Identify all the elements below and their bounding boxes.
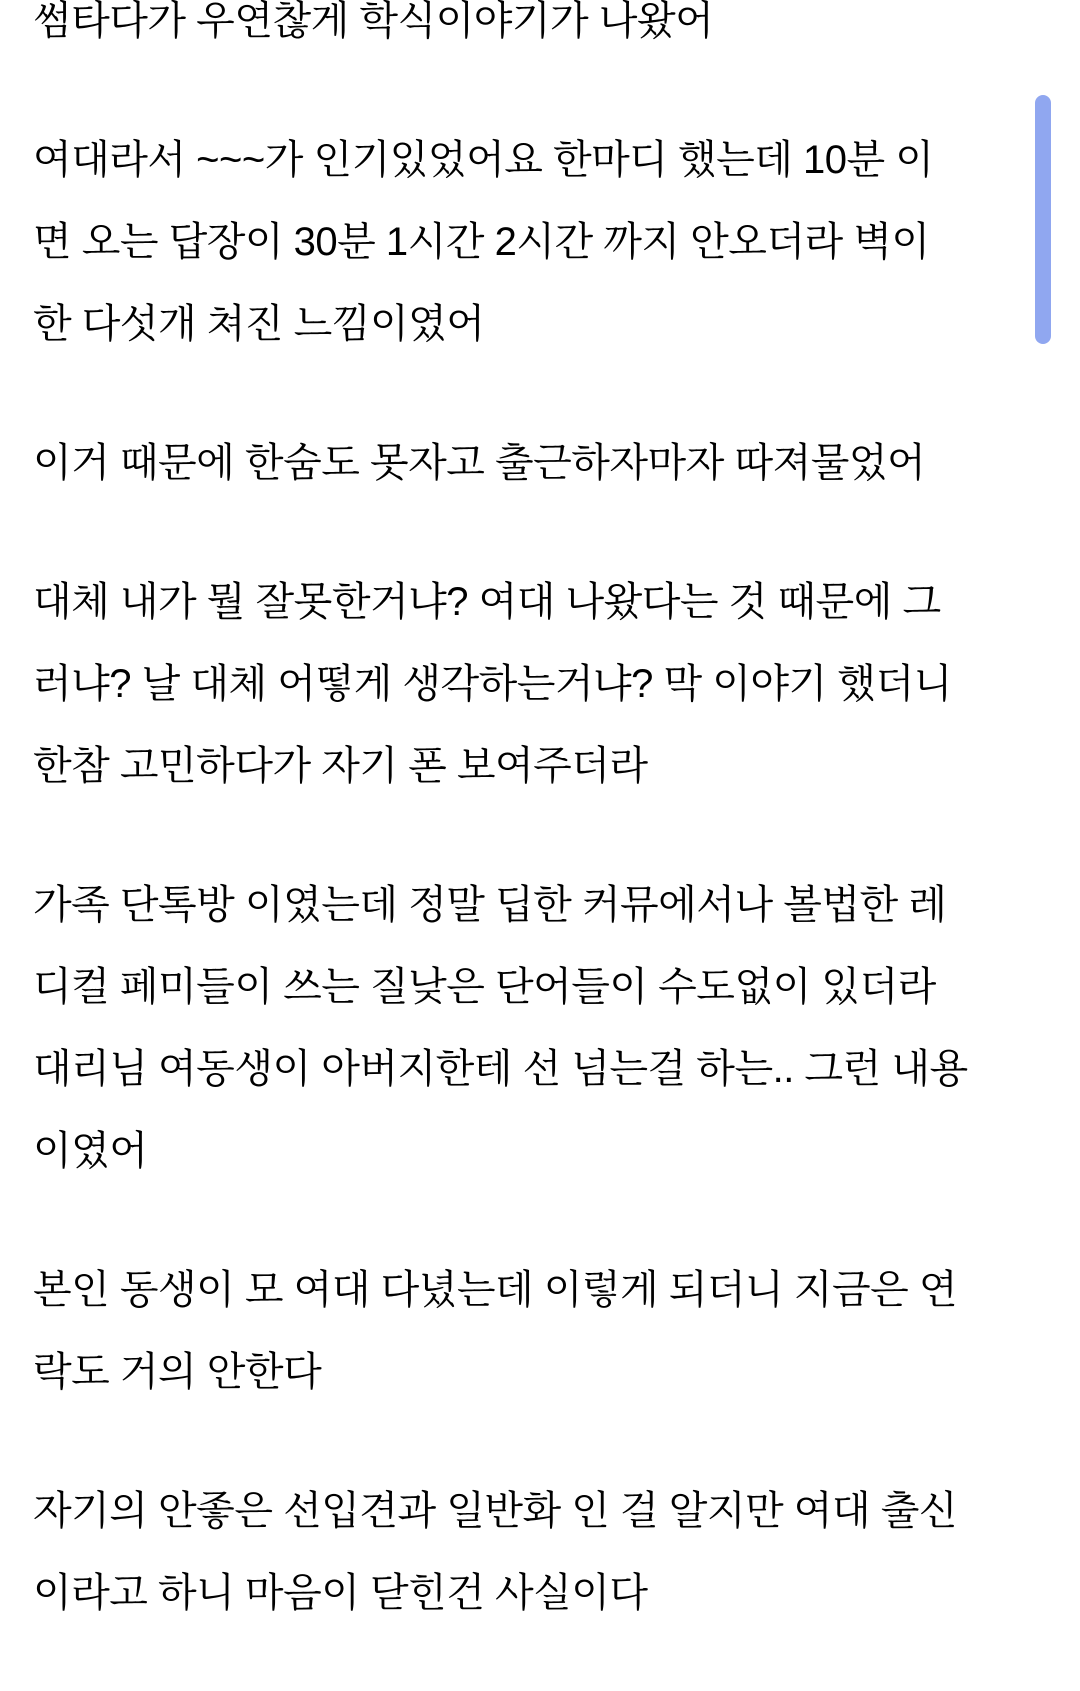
text-line: 이라고 하니 마음이 닫힌건 사실이다 — [33, 1571, 648, 1615]
paragraph — [33, 119, 1033, 365]
text-line: 락도 거의 안한다 — [33, 1350, 322, 1394]
text-line: 자기의 안좋은 선입견과 일반화 인 걸 알지만 여대 출신 — [33, 1489, 957, 1533]
paragraph — [33, 1249, 1033, 1413]
text-line: 면 오는 답장이 30분 1시간 2시간 까지 안오더라 벽이 — [33, 220, 930, 264]
text-line: 이거 때문에 한숨도 못자고 출근하자마자 따져물었어 — [33, 441, 926, 485]
scrollbar-thumb[interactable] — [1035, 95, 1051, 344]
paragraph — [33, 422, 1033, 504]
text-line: 대체 내가 뭘 잘못한거냐? 여대 나왔다는 것 때문에 그 — [33, 580, 941, 624]
text-line: 디컬 페미들이 쓰는 질낮은 단어들이 수도없이 있더라 — [33, 965, 936, 1009]
text-line: 가족 단톡방 이였는데 정말 딥한 커뮤에서나 볼법한 레 — [33, 883, 947, 927]
text-line: 대리님 여동생이 아버지한테 선 넘는걸 하는.. 그런 내용 — [33, 1047, 968, 1091]
text-line: 러냐? 날 대체 어떻게 생각하는거냐? 막 이야기 했더니 — [33, 662, 952, 706]
text-line: 한참 고민하다가 자기 폰 보여주더라 — [33, 744, 648, 788]
text-line: 이였어 — [33, 1129, 148, 1173]
paragraph — [33, 864, 1033, 1192]
text-line: 한 다섯개 쳐진 느낌이였어 — [33, 302, 485, 346]
text-line: 썸타다가 우연찮게 학식이야기가 나왔어 — [33, 0, 714, 43]
text-line: 여대라서 ~~~가 인기있었어요 한마디 했는데 10분 이 — [33, 138, 934, 182]
paragraph — [33, 0, 1033, 62]
paragraph — [33, 561, 1033, 807]
paragraph — [33, 1470, 1033, 1634]
post-body — [33, 0, 1033, 1691]
text-line: 본인 동생이 모 여대 다녔는데 이렇게 되더니 지금은 연 — [33, 1268, 957, 1312]
